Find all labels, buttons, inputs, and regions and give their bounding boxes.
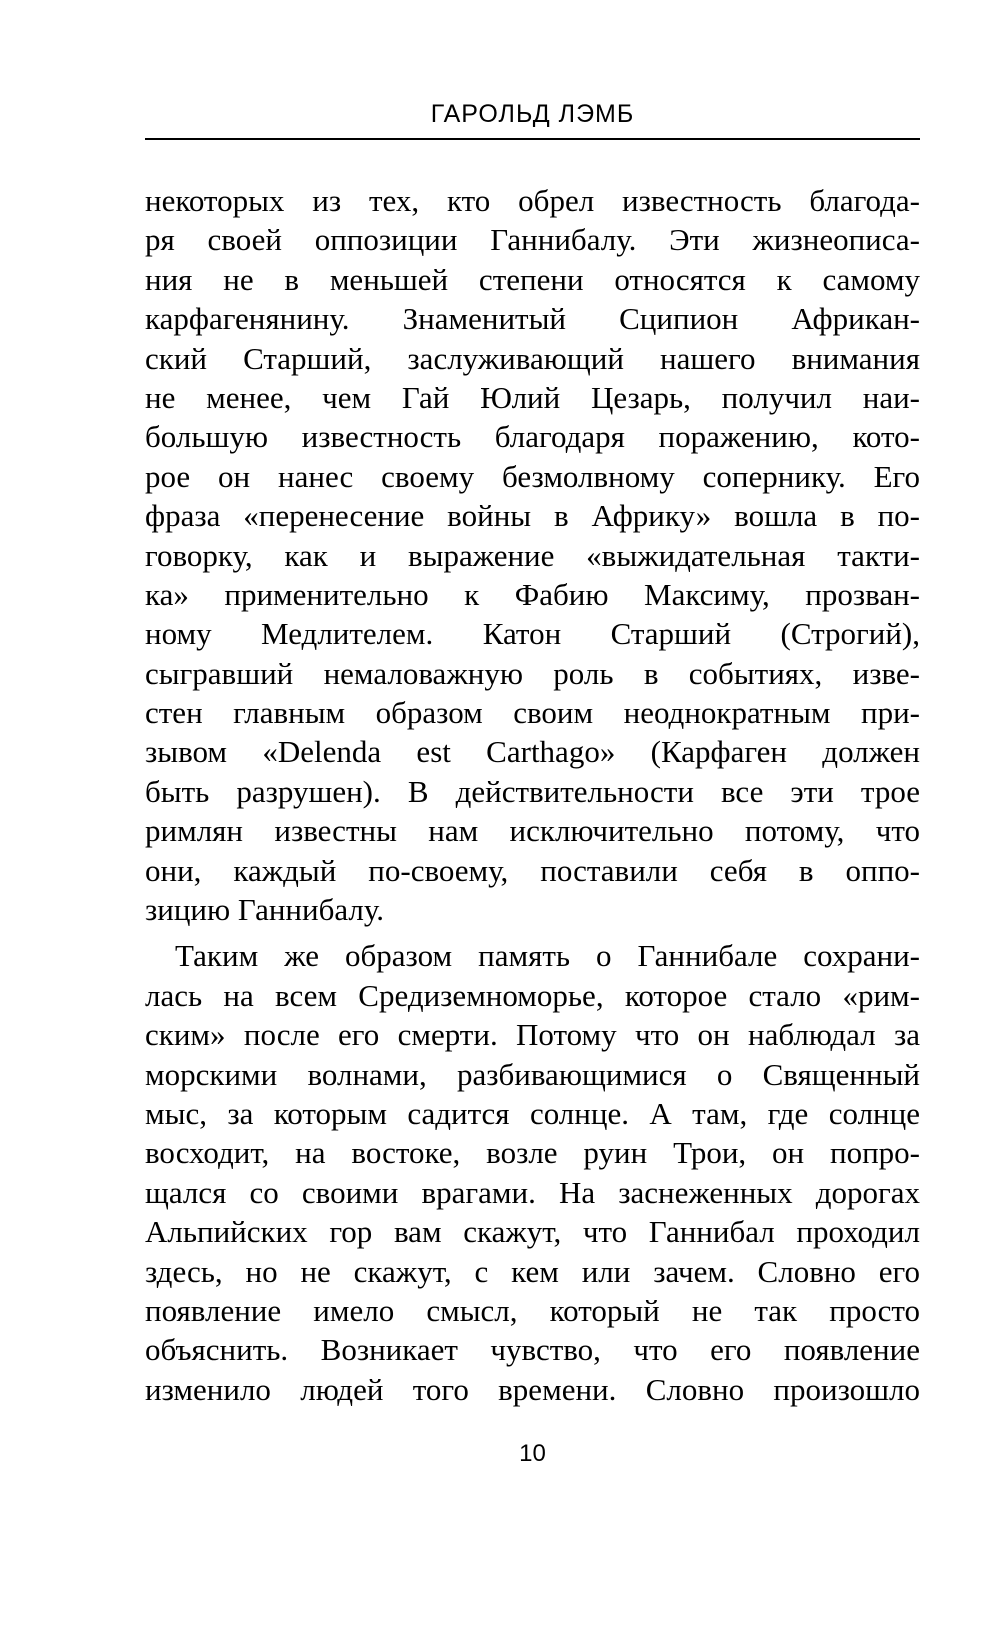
text-line: ским» после его смерти. Потому что он наблюдал за bbox=[145, 1017, 920, 1053]
text-line: ному Медлителем. Катон Старший (Строгий), bbox=[145, 616, 920, 652]
text-line: мыс, за которым садится солнце. А там, где солнце bbox=[145, 1095, 920, 1131]
text-line: римлян известны нам исключительно потому, что bbox=[145, 813, 920, 849]
text-line: зицию Ганнибалу. bbox=[145, 892, 385, 928]
text-line: восходит, на востоке, возле руин Трои, он попро- bbox=[145, 1135, 920, 1171]
running-header: ГАРОЛЬД ЛЭМБ bbox=[430, 100, 635, 128]
text-line: сыгравший немаловажную роль в событиях, изве- bbox=[145, 655, 920, 691]
page-body bbox=[145, 181, 920, 1409]
text-line: говорку, как и выражение «выжидательная такти- bbox=[145, 537, 920, 573]
text-line: щался со своими врагами. На заснеженных дорогах bbox=[145, 1174, 920, 1210]
text-line: появление имело смысл, который не так просто bbox=[145, 1292, 920, 1328]
text-line: стен главным образом своим неоднократным при- bbox=[145, 695, 920, 731]
text-line: ния не в меньшей степени относятся к самому bbox=[145, 261, 920, 297]
text-line: рое он нанес своему безмолвному сопернику. Его bbox=[145, 458, 920, 494]
header-rule bbox=[145, 138, 920, 140]
text-line: не менее, чем Гай Юлий Цезарь, получил наи- bbox=[145, 379, 920, 415]
paragraph-2 bbox=[145, 936, 920, 1409]
text-line: фраза «перенесение войны в Африку» вошла в по- bbox=[145, 498, 920, 534]
text-line: ря своей оппозиции Ганнибалу. Эти жизнеописа- bbox=[145, 222, 920, 258]
text-line: здесь, но не скажут, с кем или зачем. Словно его bbox=[145, 1253, 920, 1289]
text-line: объяснить. Возникает чувство, что его появление bbox=[145, 1332, 920, 1368]
text-line: морскими волнами, разбивающимися о Священный bbox=[145, 1056, 920, 1092]
text-line: ка» применительно к Фабию Максиму, прозван- bbox=[145, 576, 920, 612]
text-line: быть разрушен). В действительности все эти трое bbox=[145, 773, 920, 809]
text-line: большую известность благодаря поражению, кото- bbox=[145, 419, 920, 455]
paragraph-1 bbox=[145, 181, 920, 929]
page-number: 10 bbox=[519, 1440, 546, 1467]
text-line: ский Старший, заслуживающий нашего внимания bbox=[145, 340, 920, 376]
text-line: некоторых из тех, кто обрел известность благода- bbox=[145, 183, 920, 218]
text-line: Таким же образом память о Ганнибале сохрани- bbox=[175, 938, 920, 974]
text-line: лась на всем Средиземноморье, которое стало «рим- bbox=[145, 977, 920, 1013]
text-line: Альпийских гор вам скажут, что Ганнибал проходил bbox=[145, 1214, 920, 1250]
text-line: карфагенянину. Знаменитый Сципион Африкан- bbox=[145, 301, 920, 337]
text-line: они, каждый по-своему, поставили себя в оппо- bbox=[145, 852, 920, 888]
text-line: зывом «Delenda est Carthago» (Карфаген должен bbox=[145, 734, 920, 770]
text-line: изменило людей того времени. Словно произошло bbox=[145, 1371, 920, 1407]
